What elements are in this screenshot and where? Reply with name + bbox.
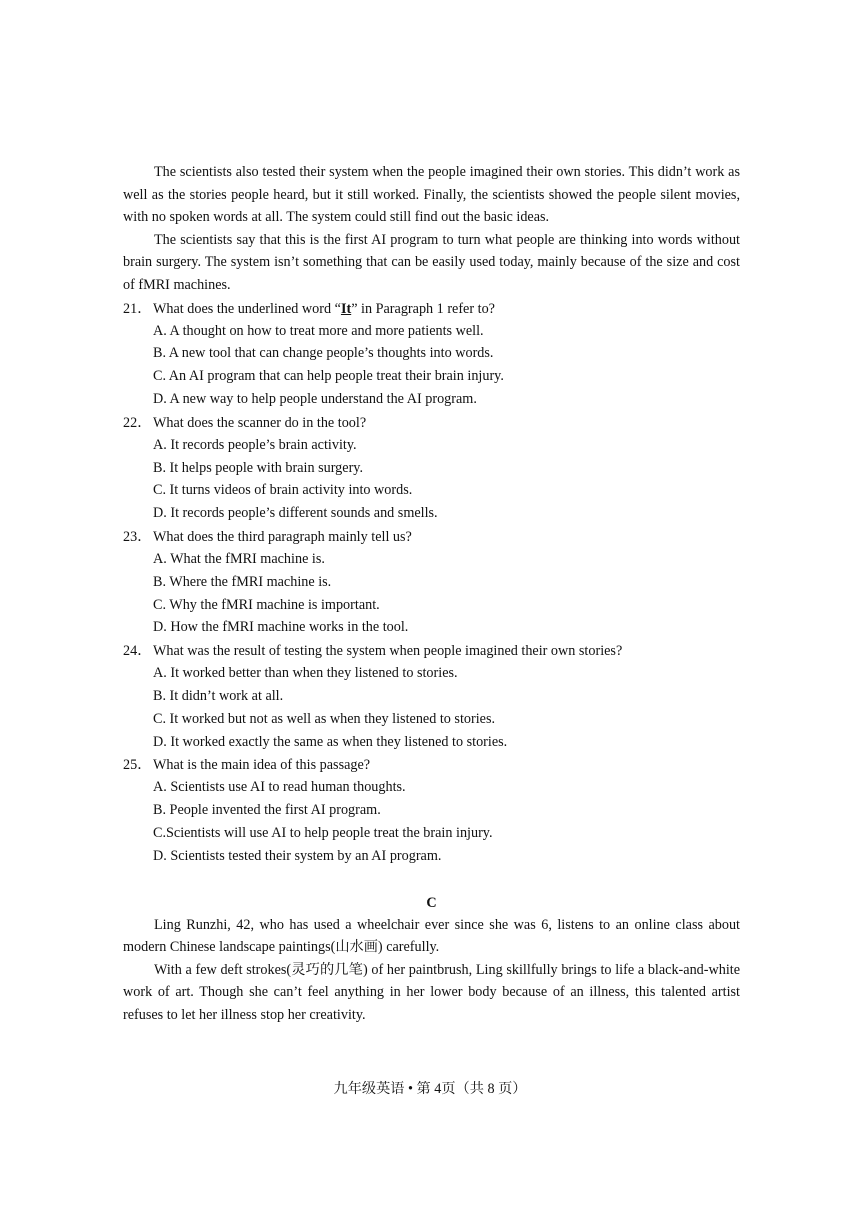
question-25 [123,754,740,867]
question-22 [123,412,740,525]
option-c: C. It worked but not as well as when they listened to stories. [153,710,496,727]
page-content [123,161,740,1026]
paragraph: The scientists say that this is the first AI program to turn what people are thinking into words without brain surgery. The system isn’t something that can be easily used today, mainly because of the size and cost of fMRI machines. [123,231,740,293]
paragraph: With a few deft strokes(灵巧的几笔) of her paintbrush, Ling skillfully brings to life a black-and-white work of art. Though she can’t feel anything in her lower body because of an illness, this talented artist refuses to let her illness stop her creativity. [123,961,740,1023]
option-a: A. What the fMRI machine is. [153,550,325,567]
option-a: A. Scientists use AI to read human thoughts. [153,779,406,796]
question-number: 25． [123,757,152,774]
option-b: B. Where the fMRI machine is. [153,573,332,590]
stem-text: ” in Paragraph 1 refer to? [351,300,495,317]
option-a: A. A thought on how to treat more and more patients well. [153,322,484,339]
question-stem: What does the scanner do in the tool? [153,414,367,431]
option-c: C. Why the fMRI machine is important. [153,596,380,613]
option-d: D. It worked exactly the same as when they listened to stories. [153,733,508,750]
question-stem: What was the result of testing the system when people imagined their own stories? [153,643,623,660]
question-24 [123,640,740,753]
question-stem [153,298,495,320]
question-21 [123,298,740,411]
option-d: D. It records people’s different sounds and smells. [153,505,438,522]
question-number: 24． [123,643,152,660]
question-number: 23． [123,528,152,545]
option-b: B. People invented the first AI program. [153,802,381,819]
option-a: A. It worked better than when they listened to stories. [153,665,458,682]
paragraph: The scientists also tested their system when the people imagined their own stories. This didn’t work as well as the stories people heard, but it still worked. Finally, the scientists showed the people silent movies, with no spoken words at all. The system could still find out the basic ideas. [123,164,740,226]
page-footer: 九年级英语 • 第 4页（共 8 页） [333,1081,527,1097]
underlined-word: It [340,300,352,317]
option-c: C. An AI program that can help people treat their brain injury. [153,368,504,385]
option-c: C.Scientists will use AI to help people treat the brain injury. [153,824,493,841]
option-b: B. It didn’t work at all. [153,687,284,704]
option-a: A. It records people’s brain activity. [153,436,357,453]
option-b: B. It helps people with brain surgery. [153,459,364,476]
question-number: 21． [123,300,152,317]
option-d: D. Scientists tested their system by an AI program. [153,847,442,864]
question-stem: What does the third paragraph mainly tell us? [153,528,412,545]
paragraph: Ling Runzhi, 42, who has used a wheelchair ever since she was 6, listens to an online class about modern Chinese landscape paintings(山水画) carefully. [123,916,740,956]
option-d: D. How the fMRI machine works in the tool. [153,619,409,636]
question-number: 22． [123,414,152,431]
option-d: D. A new way to help people understand the AI program. [153,390,477,407]
stem-text: What does the underlined word “ [153,300,341,317]
question-23 [123,526,740,639]
option-b: B. A new tool that can change people’s thoughts into words. [153,345,494,362]
section-heading: C [426,894,437,911]
question-stem: What is the main idea of this passage? [153,757,371,774]
option-c: C. It turns videos of brain activity into words. [153,482,413,499]
